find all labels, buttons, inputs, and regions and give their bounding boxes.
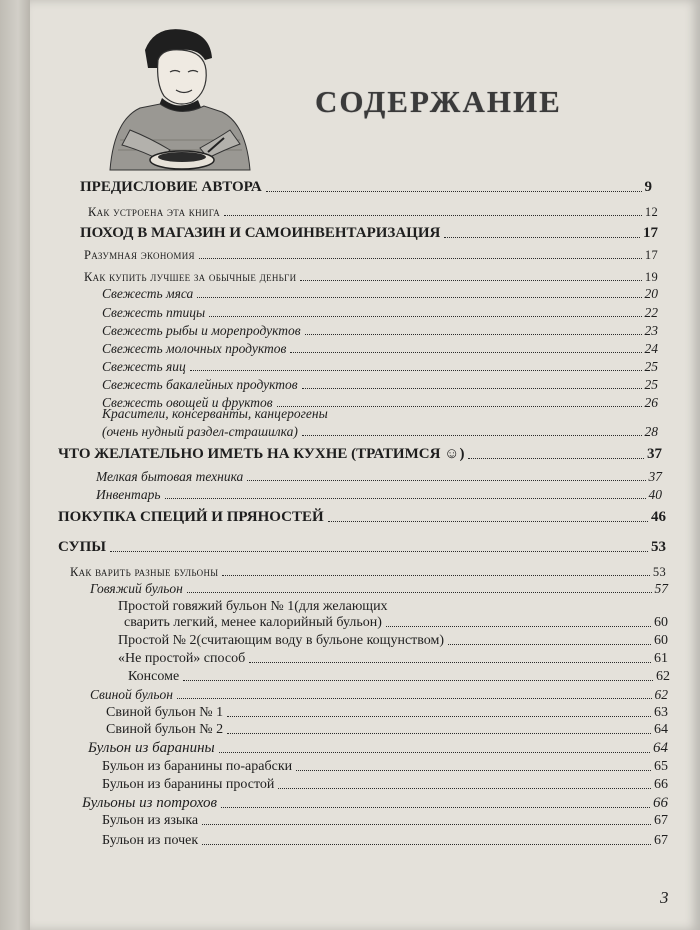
leader-dots	[202, 843, 651, 845]
toc-page: 57	[654, 581, 668, 596]
toc-page: 20	[644, 286, 658, 301]
toc-entry	[106, 706, 668, 720]
toc-page: 64	[654, 722, 668, 737]
leader-dots	[183, 679, 653, 681]
toc-page: 40	[648, 487, 662, 502]
toc-page: 60	[654, 633, 668, 648]
toc-title: Свежесть молочных продуктов	[102, 341, 287, 356]
toc-page: 17	[643, 225, 658, 241]
toc-entry	[124, 616, 668, 630]
leader-dots	[110, 550, 648, 552]
toc-entry	[58, 447, 662, 462]
leader-dots	[222, 574, 649, 576]
toc-page: 12	[644, 205, 658, 219]
toc-title: Как устроена эта книга	[88, 205, 221, 219]
toc-page: 25	[644, 359, 658, 374]
page-title: СОДЕРЖАНИЕ	[315, 84, 562, 119]
toc-title: Как купить лучшее за обычные деньги	[84, 270, 297, 284]
leader-dots	[224, 214, 642, 216]
toc-entry	[102, 778, 668, 792]
toc-entry	[102, 324, 658, 338]
toc-entry	[88, 206, 658, 219]
toc-title: Бульон из языка	[102, 813, 199, 828]
leader-dots	[278, 787, 651, 789]
toc-page: 37	[648, 469, 662, 484]
toc-page: 66	[654, 777, 668, 792]
toc-page: 46	[651, 509, 666, 525]
toc-title: (очень нудный раздел-страшилка)	[102, 424, 298, 439]
toc-title: Говяжий бульон	[90, 581, 183, 596]
toc-title: Инвентарь	[96, 487, 161, 502]
toc-entry	[82, 796, 668, 811]
toc-page: 64	[653, 740, 668, 756]
leader-dots	[247, 479, 645, 481]
leader-dots	[202, 823, 651, 825]
toc-title: Свежесть бакалейных продуктов	[102, 377, 298, 392]
leader-dots	[277, 405, 642, 407]
leader-dots	[221, 806, 650, 808]
toc-title: Свежесть мяса	[102, 286, 194, 301]
toc-title: Мелкая бытовая техника	[96, 469, 244, 484]
toc-page: 25	[644, 377, 658, 392]
leader-dots	[227, 715, 651, 717]
leader-dots	[219, 751, 650, 753]
toc-title: ПОКУПКА СПЕЦИЙ И ПРЯНОСТЕЙ	[58, 509, 324, 525]
leader-dots	[190, 369, 642, 371]
toc-entry	[84, 271, 658, 284]
leader-dots	[290, 351, 641, 353]
toc-page: 62	[654, 687, 668, 702]
toc-entry	[58, 540, 666, 555]
toc-page: 17	[644, 248, 658, 262]
toc-page: 24	[644, 341, 658, 356]
toc-title: Свежесть рыбы и морепродуктов	[102, 323, 301, 338]
toc-entry	[70, 566, 666, 579]
leader-dots	[448, 643, 651, 645]
toc-entry	[102, 814, 668, 828]
toc-page: 53	[651, 539, 666, 555]
toc-page: 26	[644, 395, 658, 410]
toc-title: ПРЕДИСЛОВИЕ АВТОРА	[80, 179, 262, 195]
toc-page: 67	[654, 813, 668, 828]
toc-page: 53	[652, 565, 666, 579]
toc-entry	[58, 510, 666, 525]
toc-title: СУПЫ	[58, 539, 107, 555]
toc-title: Бульон из баранины	[88, 740, 215, 756]
leader-dots	[266, 190, 642, 192]
toc-entry	[88, 741, 668, 756]
toc-title: Красители, консерванты, канцерогены	[102, 406, 328, 421]
toc-title: Свежесть птицы	[102, 305, 206, 320]
toc-entry	[102, 378, 658, 392]
toc-entry	[102, 360, 658, 374]
leader-dots	[165, 497, 646, 499]
toc-title: Как варить разные бульоны	[70, 565, 219, 579]
leader-dots	[197, 296, 641, 298]
toc-entry	[84, 249, 658, 262]
leader-dots	[227, 732, 651, 734]
toc-entry	[102, 306, 658, 320]
toc-title: ЧТО ЖЕЛАТЕЛЬНО ИМЕТЬ НА КУХНЕ (ТРАТИМСЯ ☺)	[58, 446, 465, 462]
leader-dots	[199, 257, 642, 259]
toc-entry	[102, 834, 668, 848]
toc-entry	[90, 688, 668, 702]
toc-title: Простой № 2(считающим воду в бульоне кощунством)	[118, 633, 445, 648]
toc-title: Простой говяжий бульон № 1(для желающих	[118, 599, 388, 614]
toc-page: 19	[644, 270, 658, 284]
leader-dots	[177, 697, 652, 699]
toc-title: «Не простой» способ	[118, 651, 246, 666]
toc-title: сварить легкий, менее калорийный бульон)	[124, 615, 382, 630]
toc-entry	[80, 226, 658, 241]
toc-title: Свиной бульон № 2	[106, 722, 224, 737]
toc-entry	[102, 287, 658, 301]
toc-entry	[96, 470, 662, 484]
leader-dots	[300, 279, 641, 281]
leader-dots	[468, 457, 644, 459]
toc-title: Бульон из баранины по-арабски	[102, 759, 293, 774]
toc-page: 62	[656, 669, 670, 684]
toc-title: Свиной бульон	[90, 687, 173, 702]
toc-page: 28	[644, 424, 658, 439]
leader-dots	[302, 387, 642, 389]
toc-title: Свиной бульон № 1	[106, 705, 224, 720]
toc-page: 61	[654, 651, 668, 666]
leader-dots	[302, 434, 642, 436]
toc-entry	[102, 760, 668, 774]
toc-entry	[106, 723, 668, 737]
toc-page: 9	[644, 179, 652, 195]
toc-title: Свежесть яиц	[102, 359, 186, 374]
toc-page: 63	[654, 705, 668, 720]
toc-title: Бульон из баранины простой	[102, 777, 275, 792]
page-number: 3	[660, 888, 669, 907]
leader-dots	[444, 236, 640, 238]
toc-title: Бульоны из потрохов	[82, 795, 218, 811]
toc-title: Бульон из почек	[102, 833, 199, 848]
toc-title: Разумная экономия	[84, 248, 195, 262]
toc-entry	[102, 342, 658, 356]
toc-entry	[96, 488, 662, 502]
leader-dots	[209, 315, 641, 317]
leader-dots	[187, 591, 652, 593]
toc-page: 65	[654, 759, 668, 774]
toc-page: 37	[647, 446, 662, 462]
toc-entry	[102, 425, 658, 439]
toc-entry	[118, 634, 668, 648]
toc-entry	[80, 180, 652, 195]
toc-title: ПОХОД В МАГАЗИН И САМОИНВЕНТАРИЗАЦИЯ	[80, 225, 441, 241]
toc-title: Свежесть овощей и фруктов	[102, 395, 273, 410]
toc-page: 66	[653, 795, 668, 811]
toc-page: 67	[654, 833, 668, 848]
toc-entry	[118, 652, 668, 666]
toc-entry	[90, 582, 668, 596]
toc-page: 23	[644, 323, 658, 338]
leader-dots	[305, 333, 642, 335]
leader-dots	[386, 625, 651, 627]
toc-title: Консоме	[128, 669, 180, 684]
leader-dots	[328, 520, 648, 522]
leader-dots	[249, 661, 651, 663]
leader-dots	[296, 769, 651, 771]
toc-page: 60	[654, 615, 668, 630]
toc-page: 22	[644, 305, 658, 320]
toc-entry	[128, 670, 670, 684]
